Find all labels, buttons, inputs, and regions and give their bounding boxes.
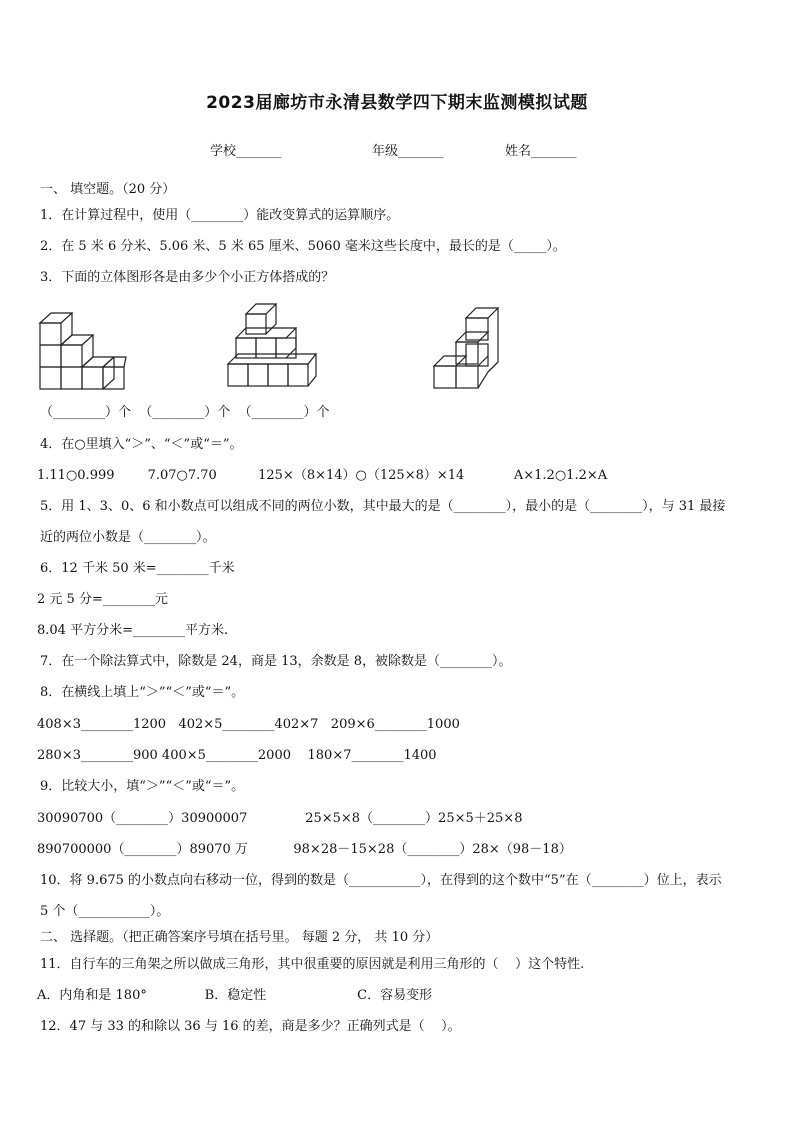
page-title: 2023届廊坊市永清县数学四下期末监测模拟试题 (206, 93, 588, 113)
question-3: 3．下面的立体图形各是由多少个小正方体搭成的？ (40, 270, 335, 285)
question-10-continued: 5 个（___________）。 (40, 904, 170, 919)
grade-field: 年级_______ (372, 144, 444, 159)
cube-figure-2 (226, 300, 326, 392)
question-4: 4．在○里填入“＞”、“＜”或“＝”。 (40, 437, 243, 452)
question-5-continued: 近的两位小数是（________）。 (40, 530, 216, 545)
question-8-row-2: 280×3________900 400×5________2000 180×7________1400 (37, 748, 437, 763)
question-8: 8．在横线上填上“＞”“＜”或“＝”。 (40, 685, 245, 700)
question-11: 11．自行车的三角架之所以做成三角形，其中很重要的原因就是利用三角形的（ ）这个特性. (40, 957, 585, 972)
question-6-part-2: 2 元 5 分=________元 (37, 592, 168, 607)
question-12: 12．47 与 33 的和除以 36 与 16 的差，商是多少？正确列式是（ ）。 (40, 1019, 461, 1034)
question-9-row-2: 890700000（________）89070 万 98×28－15×28（________）28×（98－18） (37, 842, 572, 857)
question-6: 6．12 千米 50 米=________千米 (40, 561, 235, 576)
question-7: 7．在一个除法算式中，除数是 24，商是 13，余数是 8，被除数是（________）。 (40, 654, 512, 669)
question-8-row-1: 408×3________1200 402×5________402×7 209×6________1000 (37, 717, 460, 732)
cube-figure-1 (38, 303, 130, 391)
question-3-answers: （________）个 （________）个 （________）个 (40, 405, 330, 420)
cube-figure-3 (432, 304, 504, 392)
name-field: 姓名_______ (505, 144, 577, 159)
question-5: 5．用 1、3、0、6 和小数点可以组成不同的两位小数，其中最大的是（________），最小的是（________），与 31 最接 (40, 499, 726, 514)
section-one-heading: 一、 填空题。（20 分） (40, 182, 176, 197)
question-11-options: A．内角和是 180° B．稳定性 C．容易变形 (37, 988, 433, 1003)
school-field: 学校_______ (210, 144, 282, 159)
question-10: 10．将 9.675 的小数点向右移动一位，得到的数是（___________），在得到的这个数中“5”在（________）位上，表示 (40, 873, 722, 888)
question-6-part-3: 8.04 平方分米=________平方米. (37, 623, 229, 638)
question-1: 1．在计算过程中，使用（________）能改变算式的运算顺序。 (40, 208, 400, 223)
question-2: 2．在 5 米 6 分米、5.06 米、5 米 65 厘米、5060 毫米这些长度中，最长的是（_____）。 (40, 239, 566, 254)
question-9: 9．比较大小，填“＞”“＜”或“＝”。 (40, 779, 245, 794)
question-4-items: 1.11○0.999 7.07○7.70 125×（8×14）○（125×8）×14 A×1.2○1.2×A (37, 468, 608, 483)
question-9-row-1: 30090700（________）30900007 25×5×8（________）25×5＋25×8 (37, 811, 523, 826)
section-two-heading: 二、 选择题。（把正确答案序号填在括号里。 每题 2 分， 共 10 分） (40, 930, 439, 945)
